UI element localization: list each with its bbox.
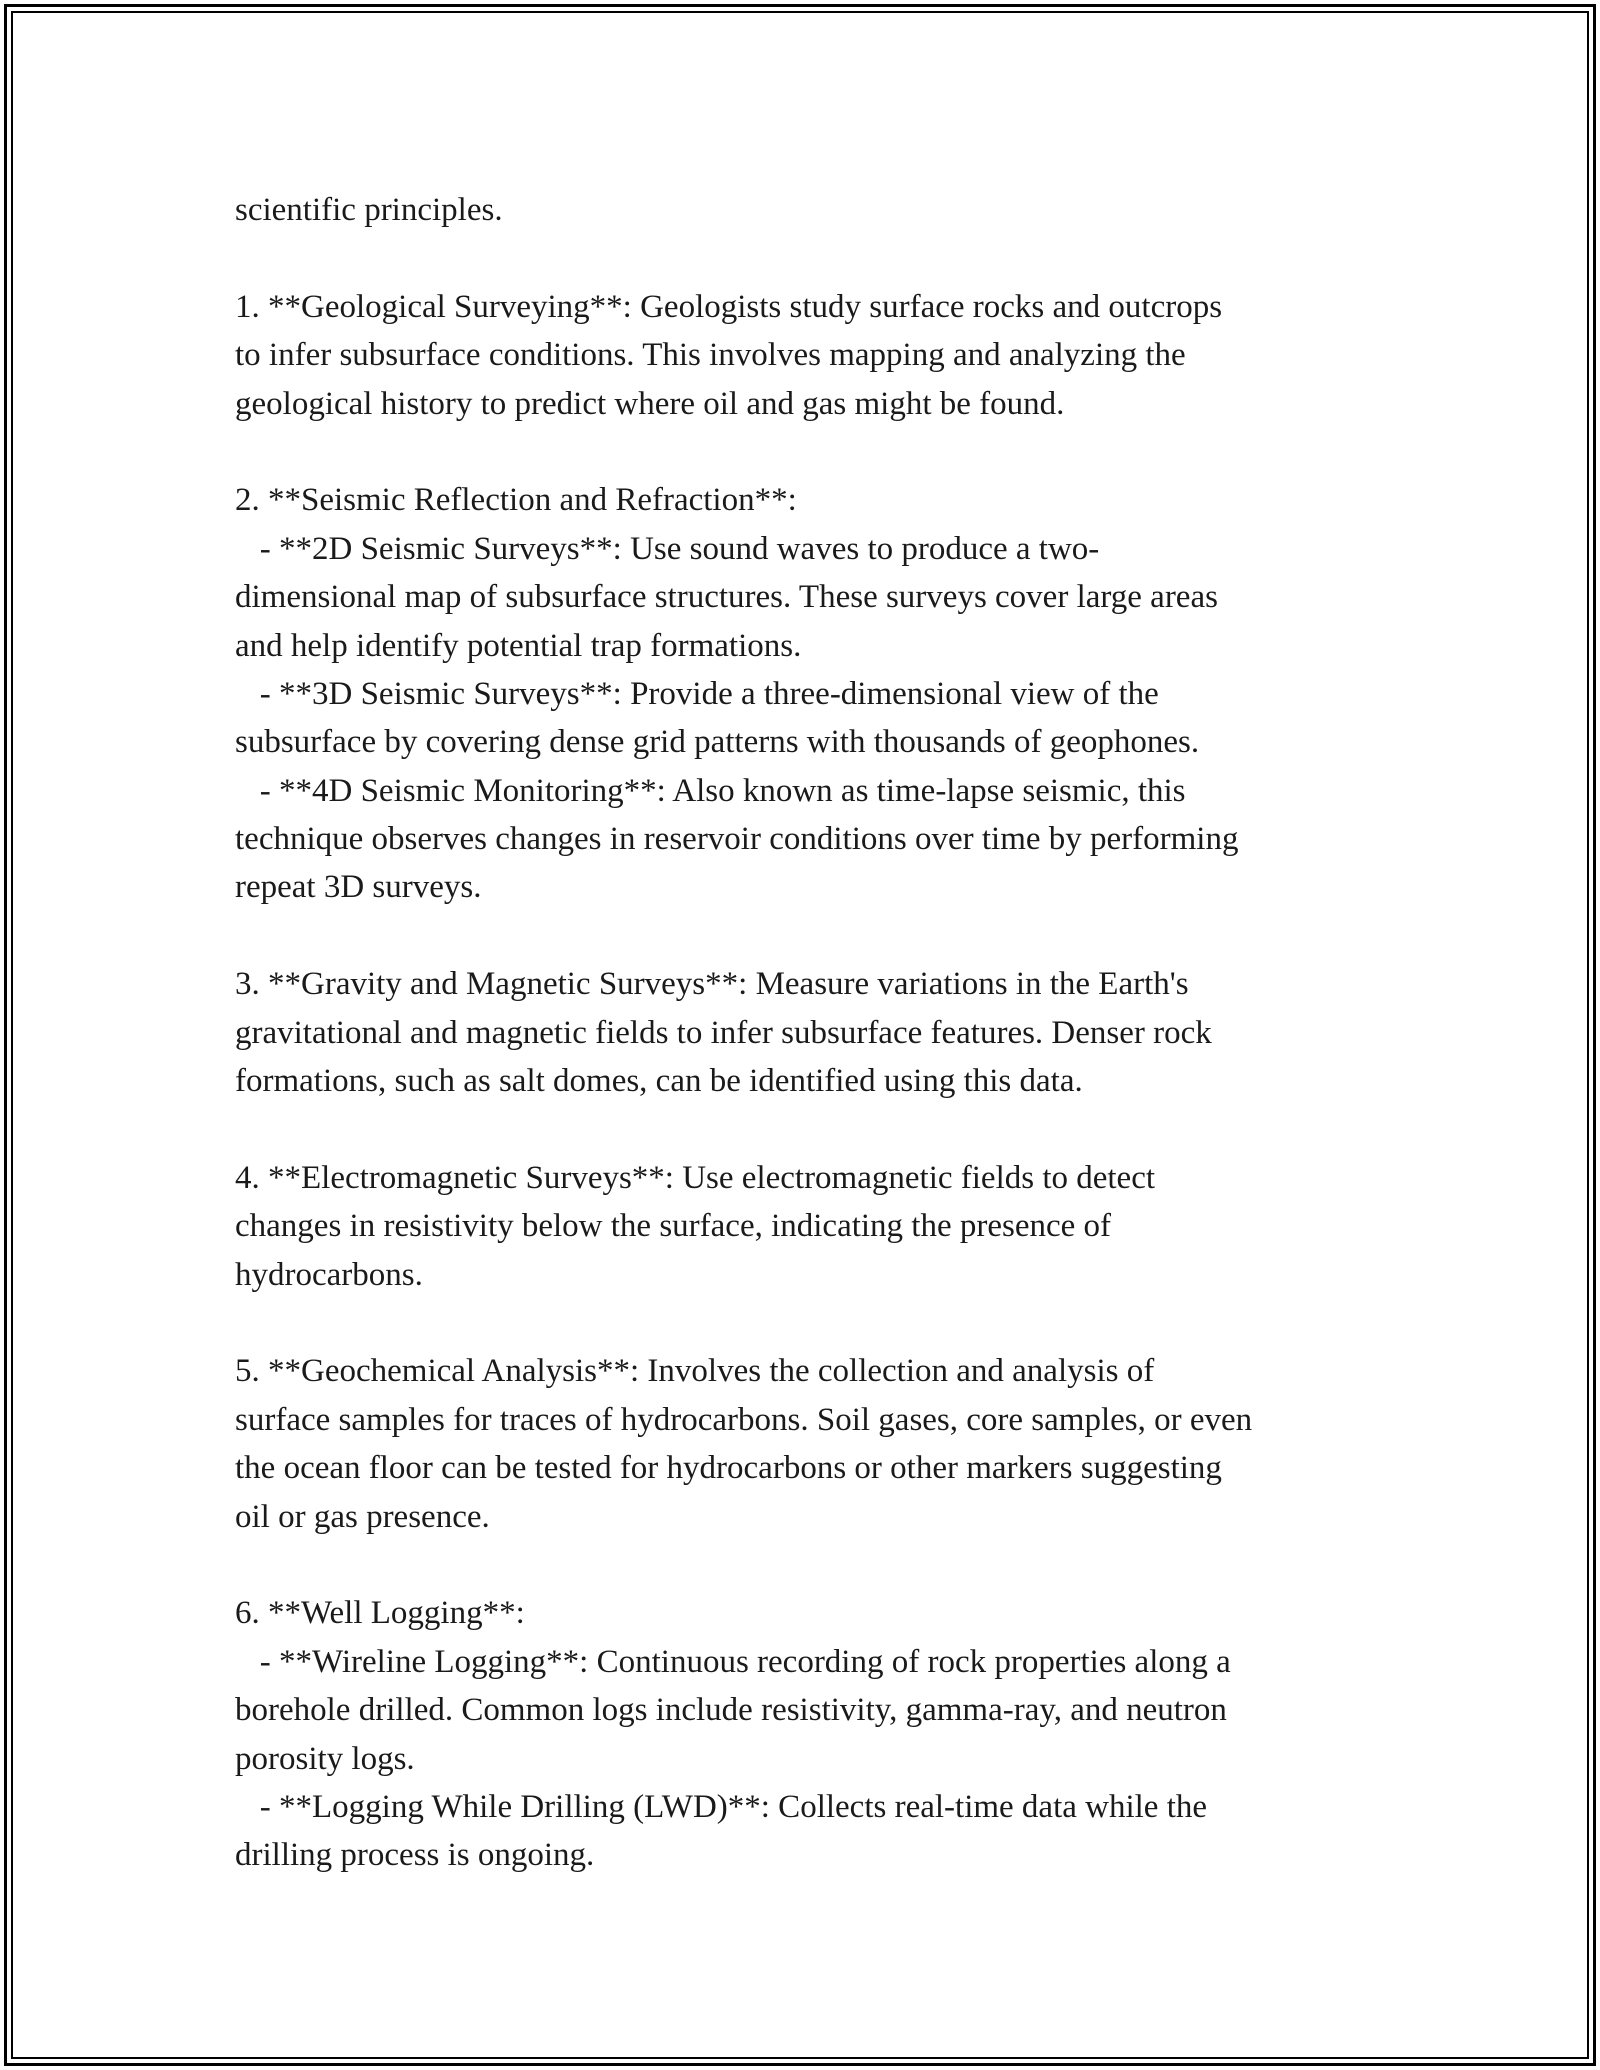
text-line: 2. **Seismic Reflection and Refraction**: (235, 482, 797, 519)
text-line: scientific principles. (235, 192, 503, 228)
text-line: - **3D Seismic Surveys**: Provide a three-dimensional view of the (235, 675, 1159, 712)
text-line: hydrocarbons. (235, 1256, 423, 1293)
blank-line (235, 1541, 1400, 1589)
text-line: the ocean floor can be tested for hydrocarbons or other markers suggesting (235, 1450, 1222, 1487)
text-line: technique observes changes in reservoir conditions over time by performing (235, 821, 1239, 858)
text-line: surface samples for traces of hydrocarbons. Soil gases, core samples, or even (235, 1401, 1253, 1438)
text-line: dimensional map of subsurface structures. These surveys cover large areas (235, 579, 1218, 616)
blank-line (235, 1105, 1400, 1153)
text-line: geological history to predict where oil and gas might be found. (235, 385, 1065, 422)
text-line: - **2D Seismic Surveys**: Use sound waves to produce a two- (235, 530, 1100, 567)
text-line: borehole drilled. Common logs include resistivity, gamma-ray, and neutron (235, 1692, 1227, 1729)
text-line: - **4D Seismic Monitoring**: Also known as time-lapse seismic, this (235, 772, 1186, 809)
text-line: 1. **Geological Surveying**: Geologists study surface rocks and outcrops (235, 288, 1223, 325)
text-line: drilling process is ongoing. (235, 1837, 595, 1874)
blank-line (235, 912, 1400, 960)
text-line: - **Wireline Logging**: Continuous recording of rock properties along a (235, 1643, 1231, 1680)
text-line: formations, such as salt domes, can be identified using this data. (235, 1063, 1083, 1100)
text-line: changes in resistivity below the surface, indicating the presence of (235, 1208, 1112, 1245)
text-line: 6. **Well Logging**: (235, 1595, 525, 1632)
text-line: oil or gas presence. (235, 1498, 490, 1535)
text-line: 4. **Electromagnetic Surveys**: Use electromagnetic fields to detect (235, 1159, 1156, 1196)
text-line: repeat 3D surveys. (235, 869, 482, 906)
blank-line (235, 234, 1400, 282)
text-line: subsurface by covering dense grid patterns with thousands of geophones. (235, 724, 1200, 761)
text-line: and help identify potential trap formations. (235, 627, 802, 664)
text-line: 5. **Geochemical Analysis**: Involves the collection and analysis of (235, 1353, 1155, 1390)
text-line: gravitational and magnetic fields to infer subsurface features. Denser rock (235, 1014, 1212, 1051)
text-line: 3. **Gravity and Magnetic Surveys**: Measure variations in the Earth's (235, 966, 1189, 1003)
blank-line (235, 1299, 1400, 1347)
document-body (235, 186, 1400, 1880)
blank-line (235, 428, 1400, 476)
text-line: - **Logging While Drilling (LWD)**: Collects real-time data while the (235, 1788, 1208, 1825)
text-line: to infer subsurface conditions. This involves mapping and analyzing the (235, 337, 1186, 374)
text-line: porosity logs. (235, 1740, 415, 1777)
